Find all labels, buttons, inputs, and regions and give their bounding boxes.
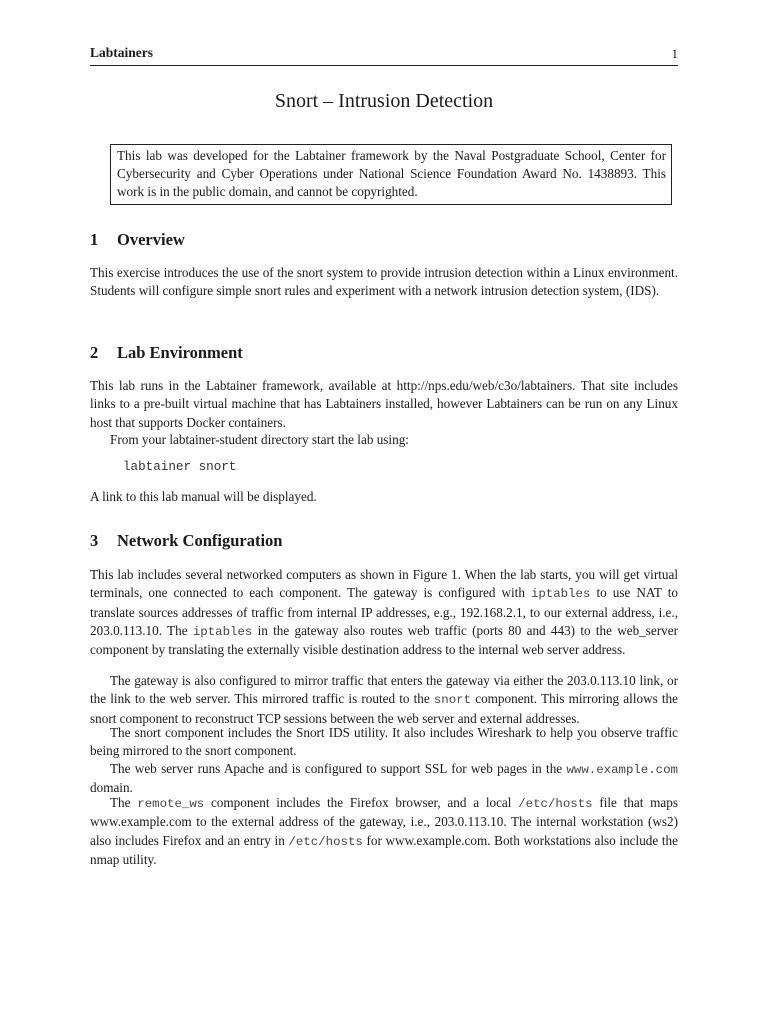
network-config-paragraph-4: The web server runs Apache and is configured to support SSL for web pages in the www.example.com domain. [90,761,678,796]
inline-code: remote_ws [137,797,205,811]
network-config-paragraph-3: The snort component includes the Snort IDS utility. It also includes Wireshark to help you observe traffic being mirrored to the snort component. [90,725,678,759]
inline-code: iptables [530,587,591,602]
section-number: 1 [90,230,99,249]
inline-code: iptables [192,624,253,639]
section-heading-lab-environment [90,343,243,363]
section-number: 2 [90,343,99,362]
start-lab-paragraph: From your labtainer-student directory start the lab using: [110,432,409,447]
inline-code: /etc/hosts [288,834,363,849]
section-number: 3 [90,531,99,550]
document-title: Snort – Intrusion Detection [274,90,494,112]
section-title: Overview [117,230,185,249]
inline-code: www.example.com [566,763,678,777]
lab-manual-paragraph: A link to this lab manual will be displayed. [90,489,317,504]
section-title: Lab Environment [117,343,243,362]
header-title: Labtainers [90,45,154,60]
copyright-notice-box: This lab was developed for the Labtainer framework by the Naval Postgraduate School, Center for Cybersecurity and Cyber Operations under National Science Foundation Award No. 1438893. This work is in the public domain, and cannot be copyrighted. [110,144,672,205]
network-config-paragraph-5: The remote_ws component includes the Firefox browser, and a local /etc/hosts file that maps www.example.com to the external address of the gateway, i.e., 203.0.113.10. The internal workstation (ws2) also includes Firefox and an entry in /etc/hosts for www.example.com. Both workstations also include the nmap utility. [90,795,679,867]
page-number: 1 [671,46,678,61]
section-heading-network-configuration [90,531,282,551]
start-lab-command: labtainer snort [123,460,237,474]
running-header [90,45,678,66]
section-title: Network Configuration [117,531,283,550]
network-config-paragraph-2: The gateway is also configured to mirror traffic that enters the gateway via either the 203.0.113.10 link, or the link to the web server. This mirrored traffic is routed to the snort component. This mirroring allows the snort component to reconstruct TCP sessions between the web server and external addresses. [90,673,678,726]
document-page [90,0,678,1024]
overview-paragraph: This exercise introduces the use of the snort system to provide intrusion detection within a Linux environment. Students will configure simple snort rules and experiment with a network intrusion detection system, (IDS). [90,265,678,299]
section-heading-overview [90,230,185,250]
lab-environment-paragraph: This lab runs in the Labtainer framework, available at http://nps.edu/web/c3o/labtainers. That site includes links to a pre-built virtual machine that has Labtainers installed, however Labtainers can be run on any Linux host that supports Docker containers. [90,378,678,430]
inline-code: snort [433,693,472,708]
inline-code: /etc/hosts [518,797,593,811]
network-config-paragraph-1: This lab includes several networked computers as shown in Figure 1. When the lab starts, you will get virtual terminals, one connected to each component. The gateway is configured with iptables to use NAT to translate sources addresses of traffic from internal IP addresses, e.g., 192.168.2.1, to our external address, i.e., 203.0.113.10. The iptables in the gateway also routes web traffic (ports 80 and 443) to the web_server component by translating the externally visible destination address to the internal web server address. [90,567,679,658]
